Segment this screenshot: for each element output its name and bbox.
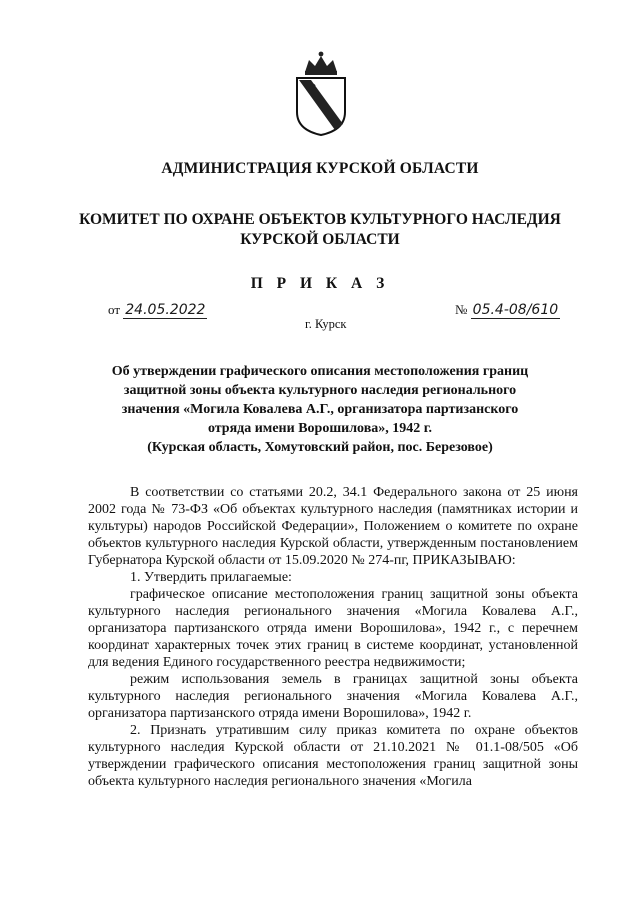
number-prefix: № — [455, 302, 468, 317]
committee-title-line: КУРСКОЙ ОБЛАСТИ — [240, 231, 400, 248]
date-prefix: от — [108, 302, 121, 317]
document-type: П Р И К А З — [250, 275, 390, 292]
administration-title: АДМИНИСТРАЦИЯ КУРСКОЙ ОБЛАСТИ — [161, 160, 479, 177]
city-label: г. Курск — [305, 317, 347, 331]
subject-line: отряда имени Ворошилова», 1942 г. — [207, 421, 433, 436]
handwritten-number: 05.4-08/610 — [472, 302, 559, 318]
order-date — [108, 302, 207, 319]
order-body — [88, 484, 578, 790]
subject-line: (Курская область, Хомутовский район, пос. Березовое) — [147, 440, 493, 455]
subject-line: Об утверждении графического описания местоположения границ — [111, 364, 529, 379]
handwritten-date: 24.05.2022 — [125, 302, 206, 318]
order-number — [455, 302, 560, 319]
subject-line: значения «Могила Ковалева А.Г., организатора партизанского — [121, 402, 519, 417]
body-paragraph: 2. Признать утратившим силу приказ комитета по охране объектов культурного наследия Курской области от 21.10.2021 № 01.1-08/505 «Об утверждении графического описания местоположения границ защитной зоны объекта культурного наследия регионального значения «Могила — [88, 723, 578, 789]
body-paragraph: графическое описание местоположения границ защитной зоны объекта культурного наследия регионального значения «Могила Ковалева А.Г., организатора партизанского отряда имени Ворошилова», 1942 г., с перечнем координат характерных точек этих границ в системе координат, установленной для ведения Единого государственного реестра недвижимости; — [88, 587, 578, 670]
committee-title — [0, 210, 640, 250]
body-paragraph: режим использования земель в границах защитной зоны объекта культурного наследия регионального значения «Могила Ковалева А.Г., организатора партизанского отряда имени Ворошилова», 1942 г. — [88, 672, 578, 721]
order-subject — [0, 362, 640, 457]
committee-title-line: КОМИТЕТ ПО ОХРАНЕ ОБЪЕКТОВ КУЛЬТУРНОГО НАСЛЕДИЯ — [79, 211, 561, 228]
body-paragraph: 1. Утвердить прилагаемые: — [130, 570, 292, 585]
kursk-coat-of-arms-emblem — [291, 50, 351, 136]
subject-line: защитной зоны объекта культурного наследия регионального — [123, 383, 517, 398]
body-paragraph: В соответствии со статьями 20.2, 34.1 Федерального закона от 25 июня 2002 года № 73-ФЗ «Об объектах культурного наследия (памятниках истории и культуры) народов Российской Федерации», Положением о комитете по охране объектов культурного наследия Курской области, утвержденным постановлением Губернатора Курской области от 15.09.2020 № 274-пг, ПРИКАЗЫВАЮ: — [88, 485, 578, 568]
